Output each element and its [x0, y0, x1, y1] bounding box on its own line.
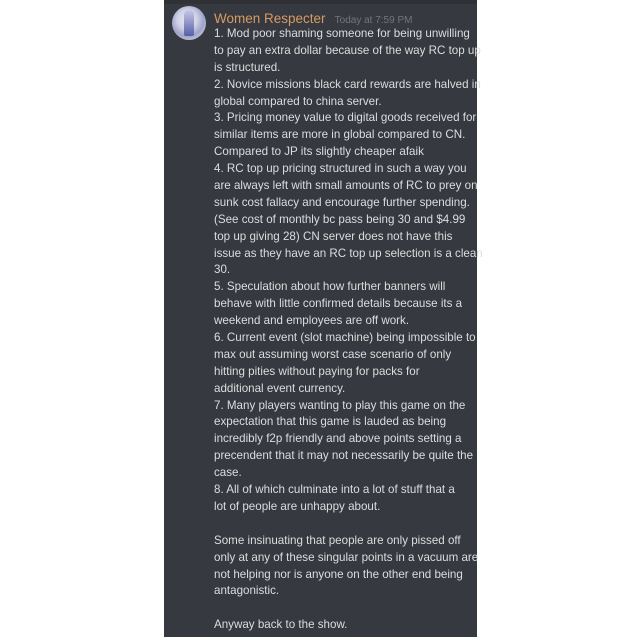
message-line: hitting pities without paying for packs for [214, 364, 420, 378]
message-line: 5. Speculation about how further banners will [214, 280, 446, 294]
message-line: global compared to china server. [214, 94, 382, 108]
avatar[interactable] [172, 6, 206, 40]
message-line: 3. Pricing money value to digital goods received for [214, 111, 477, 125]
panel-top-edge [164, 0, 477, 4]
message-line: antagonistic. [214, 584, 280, 598]
message-line: only at any of these singular points in a vacuum are [214, 550, 479, 564]
message-line: sunk cost fallacy and encourage further spending. [214, 195, 470, 209]
message-line: issue as they have an RC top up selection is a clean [214, 246, 483, 260]
message-content [214, 26, 483, 634]
message-line: similar items are more in global compared to CN. [214, 128, 466, 142]
message-line: max out assuming worst case scenario of only [214, 347, 452, 361]
message-line: lot of people are unhappy about. [214, 499, 381, 513]
avatar-character-icon [184, 10, 194, 36]
message-line: expectation that this game is lauded as being [214, 415, 447, 429]
timestamp: Today at 7:59 PM [334, 15, 413, 26]
message-line: is structured. [214, 60, 281, 74]
message-line: 7. Many players wanting to play this game on the [214, 398, 466, 412]
message-line: incredibly f2p friendly and above points setting a [214, 432, 462, 446]
message-line: behave with little confirmed details because its a [214, 297, 463, 311]
message-line: 4. RC top up pricing structured in such a way you [214, 162, 467, 176]
message-line: 30. [214, 263, 231, 277]
message-line: weekend and employees are off work. [214, 314, 410, 328]
blank-line [214, 600, 476, 617]
message-line: additional event currency. [214, 381, 346, 395]
message-line: 8. All of which culminate into a lot of stuff that a [214, 483, 455, 497]
message-line: not helping nor is anyone on the other end being [214, 567, 463, 581]
message-line: Compared to JP its slightly cheaper afaik [214, 145, 424, 159]
message-line: 2. Novice missions black card rewards are halved in [214, 77, 481, 91]
message-line: are always left with small amounts of RC to prey on [214, 179, 478, 193]
message-line: precendent that it may not necessarily be quite the [214, 449, 474, 463]
message-line: to pay an extra dollar because of the way RC top up [214, 43, 481, 57]
message-line: Some insinuating that people are only pissed off [214, 533, 461, 547]
message-line: (See cost of monthly bc pass being 30 and $4.99 [214, 212, 466, 226]
blank-line [214, 516, 476, 533]
message-line: 1. Mod poor shaming someone for being unwilling [214, 27, 470, 40]
message-line: 6. Current event (slot machine) being impossible to [214, 331, 476, 345]
message-line: top up giving 28) CN server does not have this [214, 229, 453, 243]
message-header [214, 8, 412, 27]
message-line: Anyway back to the show. [214, 618, 348, 632]
message-panel [164, 0, 483, 637]
message-line: case. [214, 466, 242, 480]
username[interactable]: Women Respecter [214, 11, 326, 26]
